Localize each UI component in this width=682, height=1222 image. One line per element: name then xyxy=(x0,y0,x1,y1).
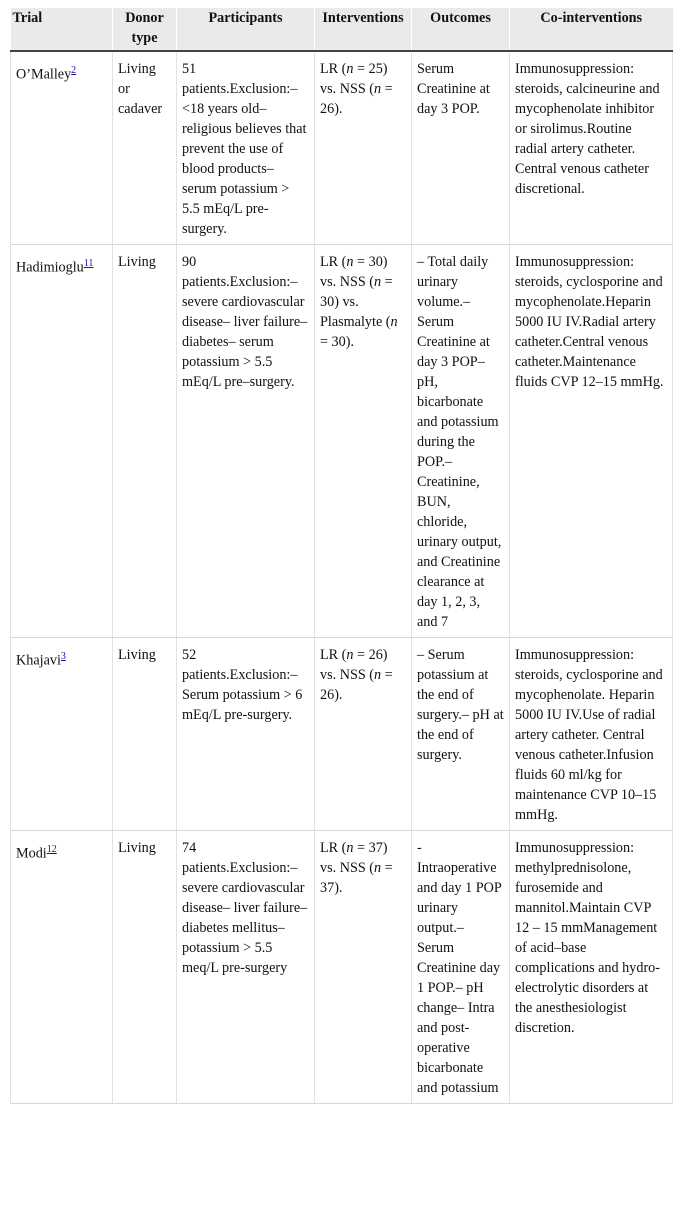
intervention-text: = 26). xyxy=(320,667,393,703)
intervention-text: LR ( xyxy=(320,840,347,856)
reference-link[interactable]: 3 xyxy=(60,651,66,662)
cell-donor-type: Living or cadaver xyxy=(113,51,177,245)
cell-participants: 52 patients.Exclusion:– Serum potassium > 6 mEq/L pre-surgery. xyxy=(177,638,315,831)
cell-trial xyxy=(11,638,113,831)
sample-size-symbol: n xyxy=(374,667,382,683)
table-body xyxy=(11,51,673,1104)
cell-trial xyxy=(11,245,113,638)
sample-size-symbol: n xyxy=(346,647,354,663)
cell-donor-type: Living xyxy=(113,245,177,638)
table-row xyxy=(11,831,673,1104)
reference-link[interactable]: 12 xyxy=(46,844,57,855)
reference-link[interactable]: 2 xyxy=(71,65,77,76)
table-row xyxy=(11,51,673,245)
cell-interventions xyxy=(315,51,412,245)
cell-donor-type: Living xyxy=(113,638,177,831)
trial-name: O’Malley xyxy=(16,66,72,83)
intervention-text: = 30). xyxy=(320,334,355,350)
cell-participants: 74 patients.Exclusion:– severe cardiovascular disease– liver failure– diabetes mellitus– potassium > 5.5 meq/L pre-surgery xyxy=(177,831,315,1104)
cell-trial xyxy=(11,51,113,245)
cell-trial xyxy=(11,831,113,1104)
cell-outcomes: - Intraoperative and day 1 POP urinary output.– Serum Creatinine day 1 POP.– pH change– Intra and post-operative bicarbonate and potassium xyxy=(412,831,510,1104)
header-participants: Participants xyxy=(177,8,315,51)
intervention-text: = 25) vs. NSS ( xyxy=(320,61,388,97)
table-row xyxy=(11,245,673,638)
cell-outcomes: – Serum potassium at the end of surgery.– pH at the end of surgery. xyxy=(412,638,510,831)
cell-participants: 90 patients.Exclusion:– severe cardiovascular disease– liver failure– diabetes– serum potassium > 5.5 mEq/L pre–surgery. xyxy=(177,245,315,638)
reference-link[interactable]: 11 xyxy=(83,258,94,269)
sample-size-symbol: n xyxy=(346,254,354,270)
header-interventions: Interventions xyxy=(315,8,412,51)
cell-interventions xyxy=(315,245,412,638)
table-row xyxy=(11,638,673,831)
intervention-text: = 37) vs. NSS ( xyxy=(320,840,388,876)
header-outcomes: Outcomes xyxy=(412,8,510,51)
sample-size-symbol: n xyxy=(374,81,382,97)
intervention-text: = 30) vs. Plasmalyte ( xyxy=(320,274,393,330)
cell-co-interventions: Immunosuppression: steroids, cyclosporine and mycophenolate.Heparin 5000 IU IV.Radial artery catheter.Central venous catheter.Maintenance fluids CVP 12–15 mmHg. xyxy=(510,245,673,638)
intervention-text: = 26). xyxy=(320,81,393,117)
cell-interventions xyxy=(315,638,412,831)
cell-co-interventions: Immunosuppression: steroids, calcineurine and mycophenolate inhibitor or sirolimus.Routine radial artery catheter. Central venous catheter discretional. xyxy=(510,51,673,245)
sample-size-symbol: n xyxy=(374,860,382,876)
header-co-interventions: Co-interventions xyxy=(510,8,673,51)
trial-name: Khajavi xyxy=(16,652,61,669)
cell-interventions xyxy=(315,831,412,1104)
trial-name: Modi xyxy=(16,845,47,862)
sample-size-symbol: n xyxy=(346,61,354,77)
intervention-text: LR ( xyxy=(320,647,347,663)
header-row xyxy=(11,8,673,51)
cell-co-interventions: Immunosuppression: steroids, cyclosporine and mycophenolate. Heparin 5000 IU IV.Use of radial artery catheter. Central venous catheter.Infusion fluids 60 ml/kg for maintenance CVP 10–15 mmHg. xyxy=(510,638,673,831)
sample-size-symbol: n xyxy=(390,314,398,330)
header-trial: Trial xyxy=(11,8,113,51)
intervention-text: = 37). xyxy=(320,860,393,896)
intervention-text: LR ( xyxy=(320,254,347,270)
cell-co-interventions: Immunosuppression: methylprednisolone, furosemide and mannitol.Maintain CVP 12 – 15 mmManagement of acid–base complications and hydro-electrolytic disorders at the anesthesiologist discretion. xyxy=(510,831,673,1104)
cell-donor-type: Living xyxy=(113,831,177,1104)
header-donor-type: Donor type xyxy=(113,8,177,51)
sample-size-symbol: n xyxy=(346,840,354,856)
intervention-text: = 26) vs. NSS ( xyxy=(320,647,388,683)
trial-name: Hadimioglu xyxy=(16,259,84,276)
trials-table xyxy=(10,8,673,1104)
cell-participants: 51 patients.Exclusion:– <18 years old– religious believes that prevent the use of blood products– serum potassium > 5.5 mEq/L pre-surgery. xyxy=(177,51,315,245)
intervention-text: LR ( xyxy=(320,61,347,77)
intervention-text: = 30) vs. NSS ( xyxy=(320,254,388,290)
sample-size-symbol: n xyxy=(374,274,382,290)
cell-outcomes: Serum Creatinine at day 3 POP. xyxy=(412,51,510,245)
cell-outcomes: – Total daily urinary volume.– Serum Creatinine at day 3 POP– pH, bicarbonate and potassium during the POP.– Creatinine, BUN, chloride, urinary output, and Creatinine clearance at day 1, 2, 3, and 7 xyxy=(412,245,510,638)
